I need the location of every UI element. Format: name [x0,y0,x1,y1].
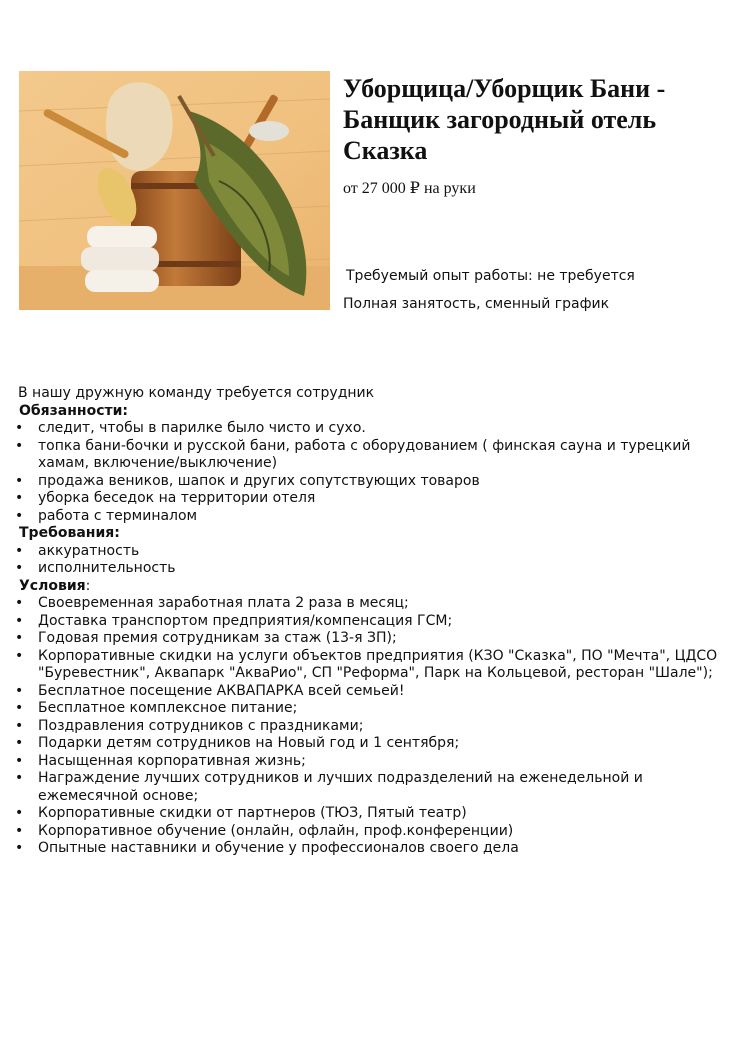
list-item: • Корпоративное обучение (онлайн, офлайн, проф.конференции) [18,823,733,841]
list-item: • Корпоративные скидки на услуги объектов предприятия (КЗО "Сказка", ПО "Мечта", ЦДСО "Буревестник", Аквапарк "АкваРио", СП "Реформа", Парк на Кольцевой, ресторан "Шале"); [18,648,733,683]
list-item: • Доставка транспортом предприятия/компенсация ГСМ; [18,613,733,631]
list-item: • Подарки детям сотрудников на Новый год и 1 сентября; [18,735,733,753]
conditions-heading-line [18,578,733,596]
duties-heading: Обязанности: [19,402,129,419]
intro-text: В нашу дружную команду требуется сотрудник [18,385,375,401]
list-item: • Поздравления сотрудников с праздниками; [18,718,733,736]
list-item: • продажа веников, шапок и других сопутствующих товаров [18,473,733,491]
list-item: • аккуратность [18,543,733,561]
list-item: • топка бани-бочки и русской бани, работа с оборудованием ( финская сауна и турецкий хамам, включение/выключение) [18,438,733,473]
list-item: • исполнительность [18,560,733,578]
requirements-list [18,543,733,578]
list-item: • Своевременная заработная плата 2 раза в месяц; [18,595,733,613]
experience-requirement: Требуемый опыт работы: не требуется [346,268,635,284]
duties-list [18,420,733,525]
conditions-heading: Условия [19,577,86,594]
job-description [18,385,733,858]
list-item: • Насыщенная корпоративная жизнь; [18,753,733,771]
list-item: • Награждение лучших сотрудников и лучших подразделений на еженедельной и ежемесячной основе; [18,770,733,805]
vacancy-title: Уборщица/Уборщик Бани - Банщик загородный отель Сказка [343,74,666,165]
list-item: • Годовая премия сотрудникам за стаж (13-я ЗП); [18,630,733,648]
list-item: • следит, чтобы в парилке было чисто и сухо. [18,420,733,438]
conditions-colon: : [85,577,91,594]
conditions-list [18,595,733,858]
employment-type: Полная занятость, сменный график [343,296,610,312]
list-item: • Бесплатное комплексное питание; [18,700,733,718]
requirements-heading: Требования: [19,525,120,541]
sauna-photo [19,71,330,310]
list-item: • Бесплатное посещение АКВАПАРКА всей семьей! [18,683,733,701]
list-item: • работа с терминалом [18,508,733,526]
salary: от 27 000 ₽ на руки [343,180,476,197]
list-item: • Опытные наставники и обучение у профессионалов своего дела [18,840,733,858]
list-item: • уборка беседок на территории отеля [18,490,733,508]
list-item: • Корпоративные скидки от партнеров (ТЮЗ, Пятый театр) [18,805,733,823]
